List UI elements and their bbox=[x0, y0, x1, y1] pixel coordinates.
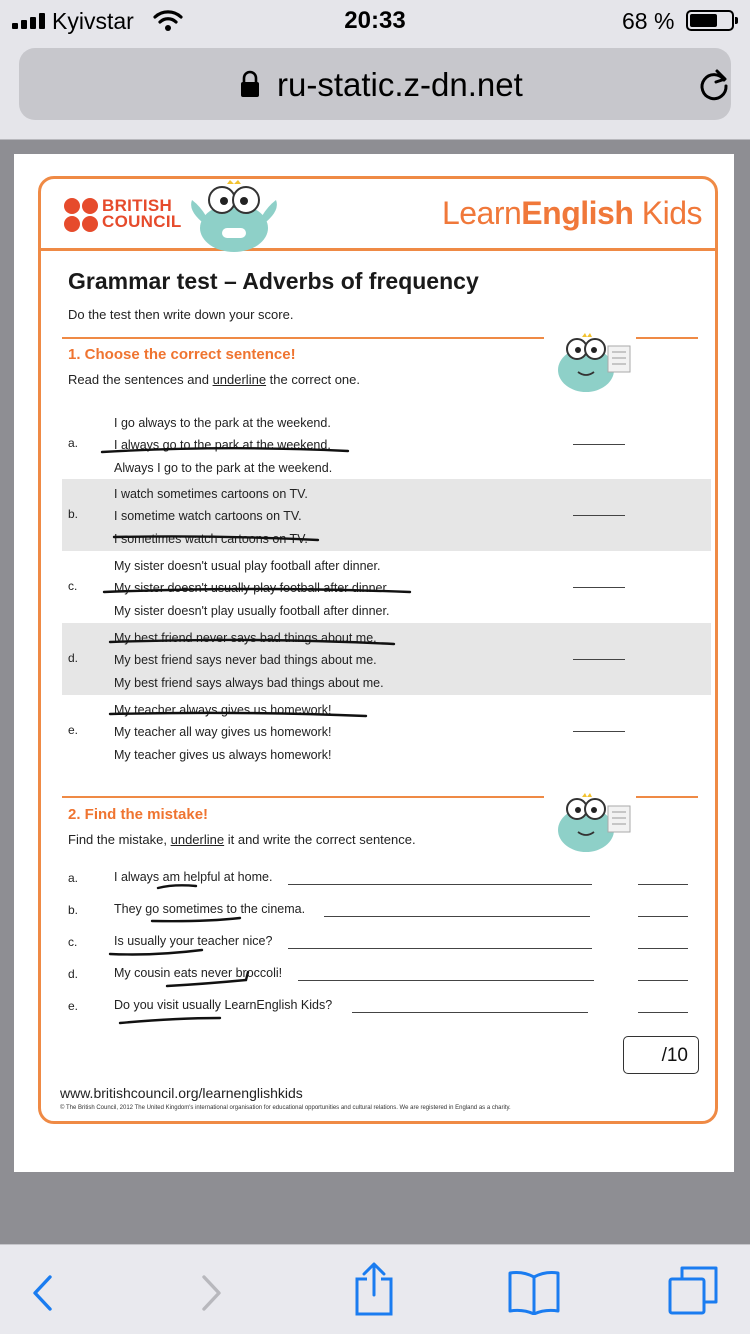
reload-icon[interactable] bbox=[697, 68, 731, 102]
question-2a: a. I always am helpful at home. bbox=[62, 865, 711, 893]
section1-divider bbox=[62, 337, 544, 339]
bc-logo-line1: BRITISH bbox=[102, 196, 173, 215]
bc-logo-line2: COUNCIL bbox=[102, 212, 182, 231]
header-divider bbox=[38, 248, 718, 251]
section1-instructions: Read the sentences and underline the correct one. bbox=[68, 372, 361, 387]
option[interactable]: I sometimes watch cartoons on TV. bbox=[114, 532, 308, 546]
question-2e: e. Do you visit usually LearnEnglish Kids? bbox=[62, 993, 711, 1021]
answer-line[interactable] bbox=[288, 948, 592, 949]
score-blank[interactable] bbox=[638, 916, 688, 917]
question-2d: d. My cousin eats never broccoli! bbox=[62, 961, 711, 989]
worksheet-title: Grammar test – Adverbs of frequency bbox=[68, 268, 479, 294]
worksheet-intro: Do the test then write down your score. bbox=[68, 307, 294, 322]
url-text: ru-static.z-dn.net bbox=[277, 66, 523, 103]
score-blank[interactable] bbox=[638, 948, 688, 949]
option[interactable]: I go always to the park at the weekend. bbox=[114, 416, 331, 430]
carrier-name: Kyivstar bbox=[52, 8, 134, 34]
worksheet-page bbox=[14, 154, 734, 1172]
copyright-text: © The British Council, 2012 The United Kingdom's international organisation for educational opportunities and cultural relations. We are registered in England as a charity. bbox=[60, 1105, 511, 1111]
browser-toolbar bbox=[0, 1244, 750, 1334]
bookmarks-icon[interactable] bbox=[507, 1269, 561, 1315]
option[interactable]: My best friend says never bad things about me. bbox=[114, 653, 377, 667]
address-bar[interactable] bbox=[19, 48, 731, 120]
share-icon[interactable] bbox=[353, 1261, 395, 1317]
tabs-icon[interactable] bbox=[667, 1265, 719, 1315]
learnenglish-kids-logo: LearnEnglish Kids bbox=[441, 195, 702, 231]
monster-mascot-icon bbox=[184, 180, 284, 254]
question-1c: c. My sister doesn't usual play football after dinner. My sister doesn't usually play football after dinner. My sister doesn't play usually football after dinner. bbox=[62, 551, 711, 623]
battery-icon bbox=[686, 10, 734, 31]
score-box: /10 bbox=[623, 1036, 699, 1074]
answer-line[interactable] bbox=[298, 980, 594, 981]
answer-line[interactable] bbox=[352, 1012, 588, 1013]
option[interactable]: My sister doesn't usual play football after dinner. bbox=[114, 559, 381, 573]
question-2b: b. They go sometimes to the cinema. bbox=[62, 897, 711, 925]
back-icon[interactable] bbox=[30, 1273, 56, 1313]
option[interactable]: My teacher all way gives us homework! bbox=[114, 725, 332, 739]
lock-icon bbox=[240, 70, 260, 98]
option[interactable]: I always go to the park at the weekend. bbox=[114, 438, 331, 452]
question-1e: e. My teacher always gives us homework! My teacher all way gives us homework! My teacher gives us always homework! bbox=[62, 695, 711, 767]
monster-reading-icon bbox=[552, 792, 636, 854]
answer-line[interactable] bbox=[324, 916, 590, 917]
option[interactable]: My best friend says always bad things about me. bbox=[114, 676, 384, 690]
browser-navigation-bar bbox=[0, 40, 750, 140]
forward-icon[interactable] bbox=[198, 1273, 224, 1313]
battery-percent: 68 % bbox=[622, 8, 675, 34]
question-2c: c. Is usually your teacher nice? bbox=[62, 929, 711, 957]
answer-blank[interactable] bbox=[573, 731, 625, 732]
answer-line[interactable] bbox=[288, 884, 592, 885]
option[interactable]: My best friend never says bad things about me. bbox=[114, 631, 377, 645]
answer-blank[interactable] bbox=[573, 659, 625, 660]
web-content[interactable] bbox=[0, 141, 750, 1244]
answer-blank[interactable] bbox=[573, 515, 625, 516]
section2-instructions: Find the mistake, underline it and write the correct sentence. bbox=[68, 832, 416, 847]
option[interactable]: My teacher always gives us homework! bbox=[114, 703, 332, 717]
section2-title: 2. Find the mistake! bbox=[68, 806, 209, 823]
option[interactable]: I sometime watch cartoons on TV. bbox=[114, 509, 302, 523]
question-1b: b. I watch sometimes cartoons on TV. I sometime watch cartoons on TV. I sometimes watch cartoons on TV. bbox=[62, 479, 711, 551]
score-blank[interactable] bbox=[638, 884, 688, 885]
status-time: 20:33 bbox=[344, 7, 406, 34]
option[interactable]: Always I go to the park at the weekend. bbox=[114, 461, 333, 475]
score-blank[interactable] bbox=[638, 980, 688, 981]
question-1a: a. I go always to the park at the weekend. I always go to the park at the weekend. Always I go to the park at the weekend. bbox=[62, 408, 711, 480]
option[interactable]: My sister doesn't play usually football after dinner. bbox=[114, 604, 390, 618]
section1-title: 1. Choose the correct sentence! bbox=[68, 346, 296, 363]
question-1d: d. My best friend never says bad things about me. My best friend says never bad things about me. My best friend says always bad things about me. bbox=[62, 623, 711, 695]
option[interactable]: My teacher gives us always homework! bbox=[114, 748, 332, 762]
monster-reading-icon bbox=[552, 332, 636, 394]
answer-blank[interactable] bbox=[573, 444, 625, 445]
answer-blank[interactable] bbox=[573, 587, 625, 588]
footer-url: www.britishcouncil.org/learnenglishkids bbox=[60, 1085, 303, 1101]
option[interactable]: My sister doesn't usually play football after dinner. bbox=[114, 581, 390, 595]
option[interactable]: I watch sometimes cartoons on TV. bbox=[114, 487, 308, 501]
section2-divider bbox=[62, 796, 544, 798]
score-blank[interactable] bbox=[638, 1012, 688, 1013]
status-bar bbox=[0, 0, 750, 40]
british-council-logo bbox=[64, 198, 184, 234]
